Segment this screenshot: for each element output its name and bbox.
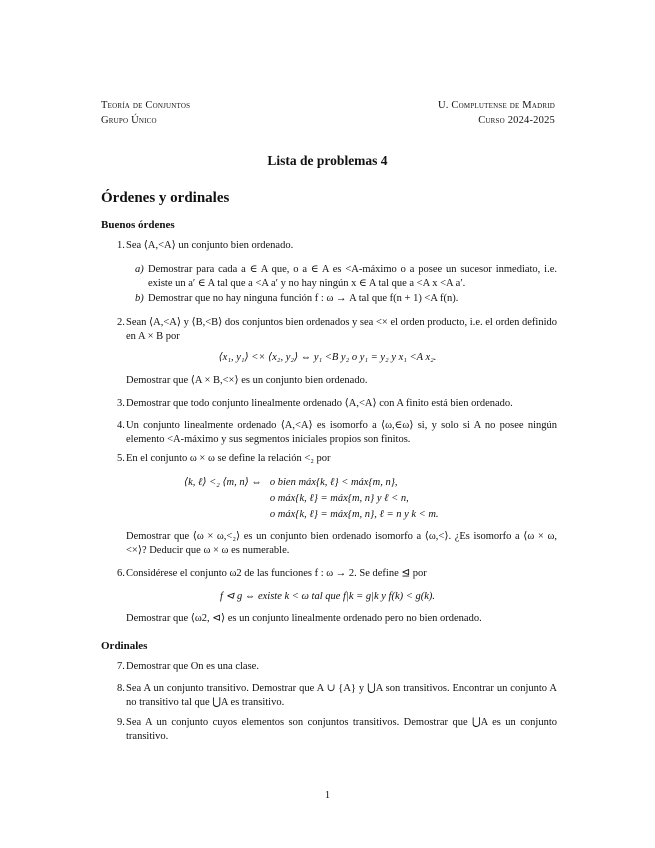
lexicographic-order-formula: f ⊲ g ⇔ existe k < ω tal que f|k = g|k y f(k) < g(k).	[220, 591, 435, 602]
subsection-ordinales: Ordinales	[101, 640, 148, 652]
problem-1b	[135, 292, 557, 306]
case-rhs: o máx{k, ℓ} = máx{m, n} y ℓ < n,	[269, 493, 409, 504]
problem-number: 6.	[117, 568, 125, 579]
problem-text: Sea A un conjunto transitivo. Demostrar que A ∪ {A} y ⋃A son transitivos. Encontrar un conjunto A no transitivo tal que ⋃A es transitivo.	[126, 683, 557, 708]
problem-number: 1.	[117, 240, 125, 251]
problem-2-conclusion: Demostrar que ⟨A × B,<×⟩ es un conjunto bien ordenado.	[126, 375, 368, 386]
problem-number: 3.	[117, 398, 125, 409]
problem-6	[117, 567, 557, 581]
problem-8	[117, 682, 557, 710]
course-year: Curso 2024-2025	[478, 115, 555, 126]
page-title: Lista de problemas 4	[267, 153, 388, 168]
subsection-buenos-ordenes: Buenos órdenes	[101, 219, 175, 231]
relation-definition	[180, 475, 443, 523]
problem-text: Demostrar que On es una clase.	[126, 661, 259, 672]
case-row	[180, 475, 443, 491]
problem-1a	[135, 263, 557, 291]
problem-text: Sean ⟨A,<A⟩ y ⟨B,<B⟩ dos conjuntos bien ordenados y sea <× el orden producto, i.e. el orden definido en A × B por	[126, 317, 557, 342]
subproblem-label: b)	[135, 293, 144, 304]
case-rhs: o bien máx{k, ℓ} < máx{m, n},	[269, 477, 398, 488]
problem-number: 4.	[117, 420, 125, 431]
problem-5	[117, 452, 557, 466]
problem-2	[117, 316, 557, 344]
case-lhs: ⟨k, ℓ⟩ <₂ ⟨m, n⟩ ⇔	[184, 477, 262, 488]
problem-number: 8.	[117, 683, 125, 694]
problem-5-conclusion: Demostrar que ⟨ω × ω,<₂⟩ es un conjunto bien ordenado isomorfo a ⟨ω,<⟩. ¿Es isomorfo a ⟨ω × ω,<×⟩? Deducir que ω × ω es numerable.	[126, 531, 557, 556]
case-lhs	[180, 491, 266, 507]
case-row	[180, 491, 443, 507]
problem-number: 7.	[117, 661, 125, 672]
case-rhs: o máx{k, ℓ} = máx{m, n}, ℓ = n y k < m.	[269, 509, 439, 520]
problem-7	[117, 660, 557, 674]
problem-text: Considérese el conjunto ω2 de las funciones f : ω → 2. Se define ⊴ por	[126, 568, 427, 579]
subproblem-text: Demostrar para cada a ∈ A que, o a ∈ A es <A-máximo o a posee un sucesor inmediato, i.e. existe un a′ ∈ A tal que a <A a′ y no hay ningún x ∈ A tal que a <A x <A a′.	[148, 264, 557, 289]
course-name: Teoría de Conjuntos	[101, 100, 191, 111]
problem-number: 9.	[117, 717, 125, 728]
subproblem-text: Demostrar que no hay ninguna función f : ω → A tal que f(n + 1) <A f(n).	[148, 293, 459, 304]
header-right	[438, 98, 555, 128]
problem-6-conclusion: Demostrar que ⟨ω2, ⊲⟩ es un conjunto linealmente ordenado pero no bien ordenado.	[126, 613, 482, 624]
university-name: U. Complutense de Madrid	[438, 100, 555, 111]
subproblem-label: a)	[135, 264, 144, 275]
case-row	[180, 507, 443, 523]
case-lhs	[180, 507, 266, 523]
problem-4	[117, 419, 557, 447]
problem-text: Un conjunto linealmente ordenado ⟨A,<A⟩ es isomorfo a ⟨ω,∈ω⟩ si, y solo si A no posee ningún elemento <A-máximo y sus segmentos iniciales propios son finitos.	[126, 420, 557, 445]
page-number: 1	[324, 790, 331, 801]
problem-9	[117, 716, 557, 744]
problem-text: En el conjunto ω × ω se define la relación <₂ por	[126, 453, 331, 464]
section-heading: Órdenes y ordinales	[101, 190, 230, 206]
group-name: Grupo Único	[101, 115, 157, 126]
problem-text: Sea ⟨A,<A⟩ un conjunto bien ordenado.	[126, 240, 294, 251]
problem-number: 2.	[117, 317, 125, 328]
header-left	[101, 98, 190, 128]
problem-text: Demostrar que todo conjunto linealmente ordenado ⟨A,<A⟩ con A finito está bien ordenado.	[126, 398, 513, 409]
problem-3	[117, 397, 557, 411]
problem-number: 5.	[117, 453, 125, 464]
problem-text: Sea A un conjunto cuyos elementos son conjuntos transitivos. Demostrar que ⋃A es un conjunto transitivo.	[126, 717, 557, 742]
product-order-formula: ⟨x₁, y₁⟩ <× ⟨x₂, y₂⟩ ⇔ y₁ <B y₂ o y₁ = y₂ y x₁ <A x₂.	[218, 352, 437, 363]
problem-1	[117, 239, 557, 253]
